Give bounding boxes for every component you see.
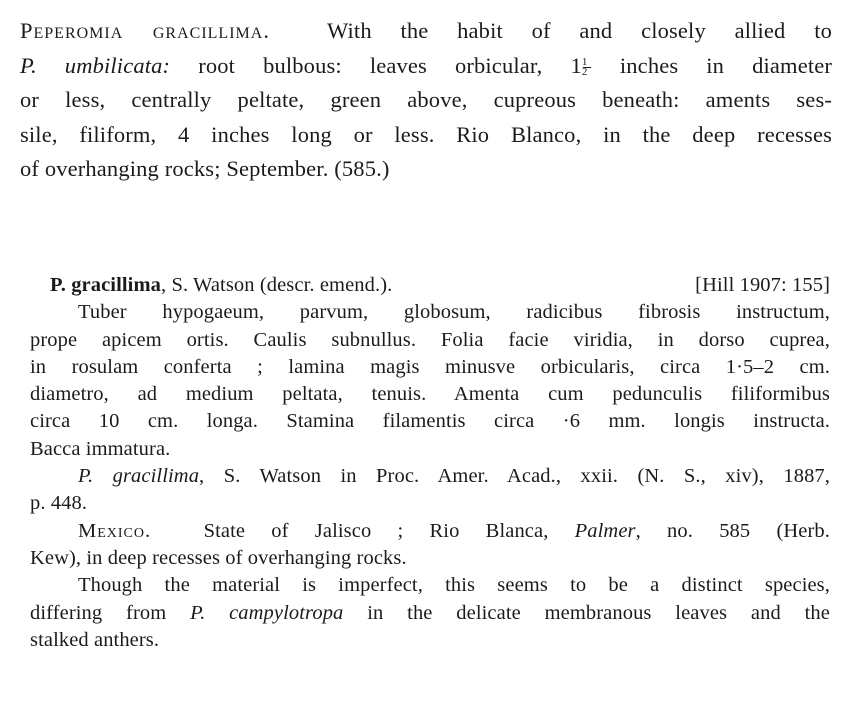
- citation-line-2: p. 448.: [30, 492, 88, 515]
- compared-species: P. campylotropa: [190, 601, 344, 624]
- citation-text: , S. Watson in Proc. Amer. Acad., xxii. (N. S., xiv), 1887,: [199, 465, 830, 488]
- original-line-3: or less, centrally peltate, green above, cupreous beneath: aments ses-: [20, 87, 832, 112]
- latin-line-6: Bacca immatura.: [30, 437, 171, 460]
- hill-reference: [Hill 1907: 155]: [695, 274, 830, 296]
- text-run: in the delicate membranous leaves and the: [367, 601, 830, 624]
- species-name-bold: P. gracillima: [50, 274, 161, 296]
- latin-line-2: prope apicem ortis. Caulis subnullus. Folia facie viridia, in dorso cuprea,: [30, 328, 830, 351]
- fraction-denominator: 2: [581, 65, 588, 78]
- collector: Palmer: [574, 519, 636, 542]
- original-line-5: of overhanging rocks; September. (585.): [20, 156, 390, 181]
- note-line-1: Though the material is imperfect, this seems to be a distinct species,: [78, 574, 830, 597]
- emended-description: [30, 272, 830, 654]
- note-line-2: [30, 600, 830, 627]
- latin-line-4: diametro, ad medium peltata, tenuis. Amenta cum pedunculis filiformibus: [30, 383, 830, 406]
- note-line-3: stalked anthers.: [30, 628, 160, 651]
- fraction-whole: 1: [570, 52, 582, 78]
- text-run: , no. 585 (Herb.: [635, 519, 831, 542]
- text-run: differing from: [30, 601, 167, 624]
- citation-line-1: [30, 463, 830, 490]
- original-description: [20, 14, 832, 187]
- text-run: With the habit of and closely allied to: [327, 18, 832, 43]
- latin-line-1: Tuber hypogaeum, parvum, globosum, radicibus fibrosis instructum,: [78, 301, 830, 324]
- author-citation: , S. Watson (descr. emend.).: [161, 274, 393, 296]
- entry-heading: [30, 272, 830, 299]
- heading-left: [50, 272, 392, 299]
- original-line-2: [20, 49, 832, 84]
- text-run: root bulbous: leaves orbicular,: [198, 52, 543, 78]
- text-run: inches in diameter: [619, 52, 833, 78]
- original-line-4: sile, filiform, 4 inches long or less. Rio Blanco, in the deep recesses: [20, 121, 832, 147]
- locality-line-1: [30, 518, 830, 545]
- fraction-one-half: [582, 57, 592, 77]
- country: Mexico.: [78, 519, 152, 542]
- text-run: State of Jalisco ; Rio Blanca,: [203, 519, 549, 542]
- latin-line-3: in rosulam conferta ; lamina magis minusve orbicularis, circa 1·5–2 cm.: [30, 355, 830, 378]
- original-line-1: [20, 14, 832, 49]
- latin-line-5: circa 10 cm. longa. Stamina filamentis circa ·6 mm. longis instructa.: [30, 410, 830, 433]
- locality-line-2: Kew), in deep recesses of overhanging rocks.: [30, 546, 407, 569]
- citation-species: P. gracillima: [78, 465, 200, 488]
- species-name: Peperomia gracillima.: [20, 18, 270, 43]
- fraction-numerator: 1: [581, 55, 588, 68]
- allied-species-name: P. umbilicata:: [20, 52, 171, 78]
